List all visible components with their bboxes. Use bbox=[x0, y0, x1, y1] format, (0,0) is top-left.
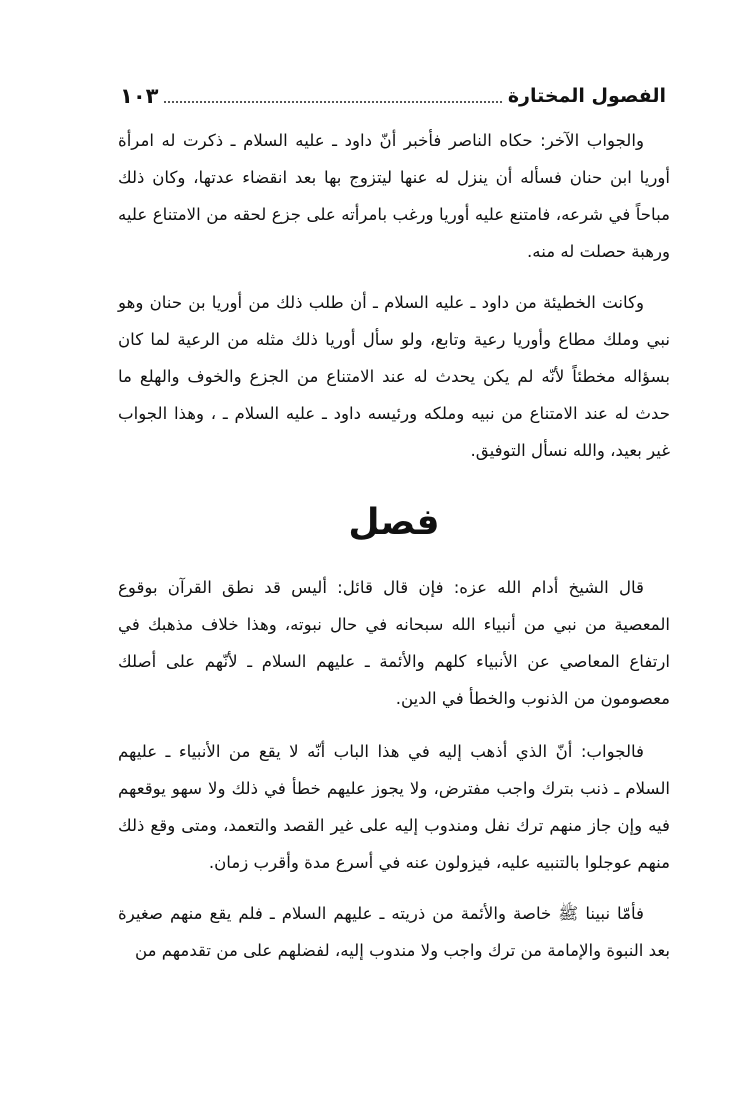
page-number: ١٠٣ bbox=[120, 84, 159, 108]
paragraph-prophet-imams: فأمّا نبينا ﷺ خاصة والأئمة من ذريته ـ عليهم السلام ـ فلم يقع منهم صغيرة بعد النبوة والإمامة من ترك واجب ولا مندوب إليه، لفضلهم على من تقدمهم من bbox=[118, 904, 670, 960]
paragraph-gap bbox=[118, 270, 670, 284]
header-title: الفصول المختارة bbox=[507, 85, 666, 107]
page-body bbox=[118, 122, 670, 969]
paragraph-gap bbox=[118, 881, 670, 895]
paragraph-second-answer: والجواب الآخر: حكاه الناصر فأخبر أنّ داود ـ عليه السلام ـ ذكرت له امرأة أوريا ابن حنان فسأله أن ينزل له عنها ليتزوج بها بعد انقضاء عدتها، وكان ذلك مباحاً في شرعه، فامتنع عليه أوريا ورغب بامرأته على جزع لحقه من الامتناع عليه ورهبة حصلت له منه. bbox=[118, 131, 670, 261]
paragraph-answer: فالجواب: أنّ الذي أذهب إليه في هذا الباب أنّه لا يقع من الأنبياء ـ عليهم السلام ـ ذنب بترك واجب مفترض، ولا يجوز عليهم خطأ في ذلك ولا سهو يوقعهم فيه وإن جاز منهم ترك نفل ومندوب إليه على غير القصد والتعمد، ومتى وقع ذلك منهم عوجلوا بالتنبيه عليه، فيزولون عنه في أسرع مدة وأقرب زمان. bbox=[118, 742, 670, 872]
running-header bbox=[120, 70, 666, 110]
header-dotted-leader bbox=[164, 101, 501, 103]
section-heading: فصل bbox=[348, 502, 440, 543]
paragraph-david-sin: وكانت الخطيئة من داود ـ عليه السلام ـ أن طلب ذلك من أوريا بن حنان وهو نبي وملك مطاع وأوريا رعية وتابع، ولو سأل أوريا ذلك مثله من الرعية لما كان بسؤاله مخطئاً لأنّه لم يكن يحدث له عند الامتناع من الجزع والخوف والهلع ما حدث له عند الامتناع من نبيه وملكه ورئيسه داود ـ عليه السلام ـ ، وهذا الجواب غير بعيد، والله نسأل التوفيق. bbox=[118, 293, 670, 460]
paragraph-gap bbox=[118, 717, 670, 733]
paragraph-question: قال الشيخ أدام الله عزه: فإن قال قائل: أليس قد نطق القرآن بوقوع المعصية من نبي من أنبياء الله سبحانه في حال نبوته، وهذا خلاف مذهبك في ارتفاع المعاصي عن الأنبياء كلهم والأئمة ـ عليهم السلام ـ لأنّهم على أصلك معصومون من الذنوب والخطأ في الدين. bbox=[118, 578, 670, 708]
